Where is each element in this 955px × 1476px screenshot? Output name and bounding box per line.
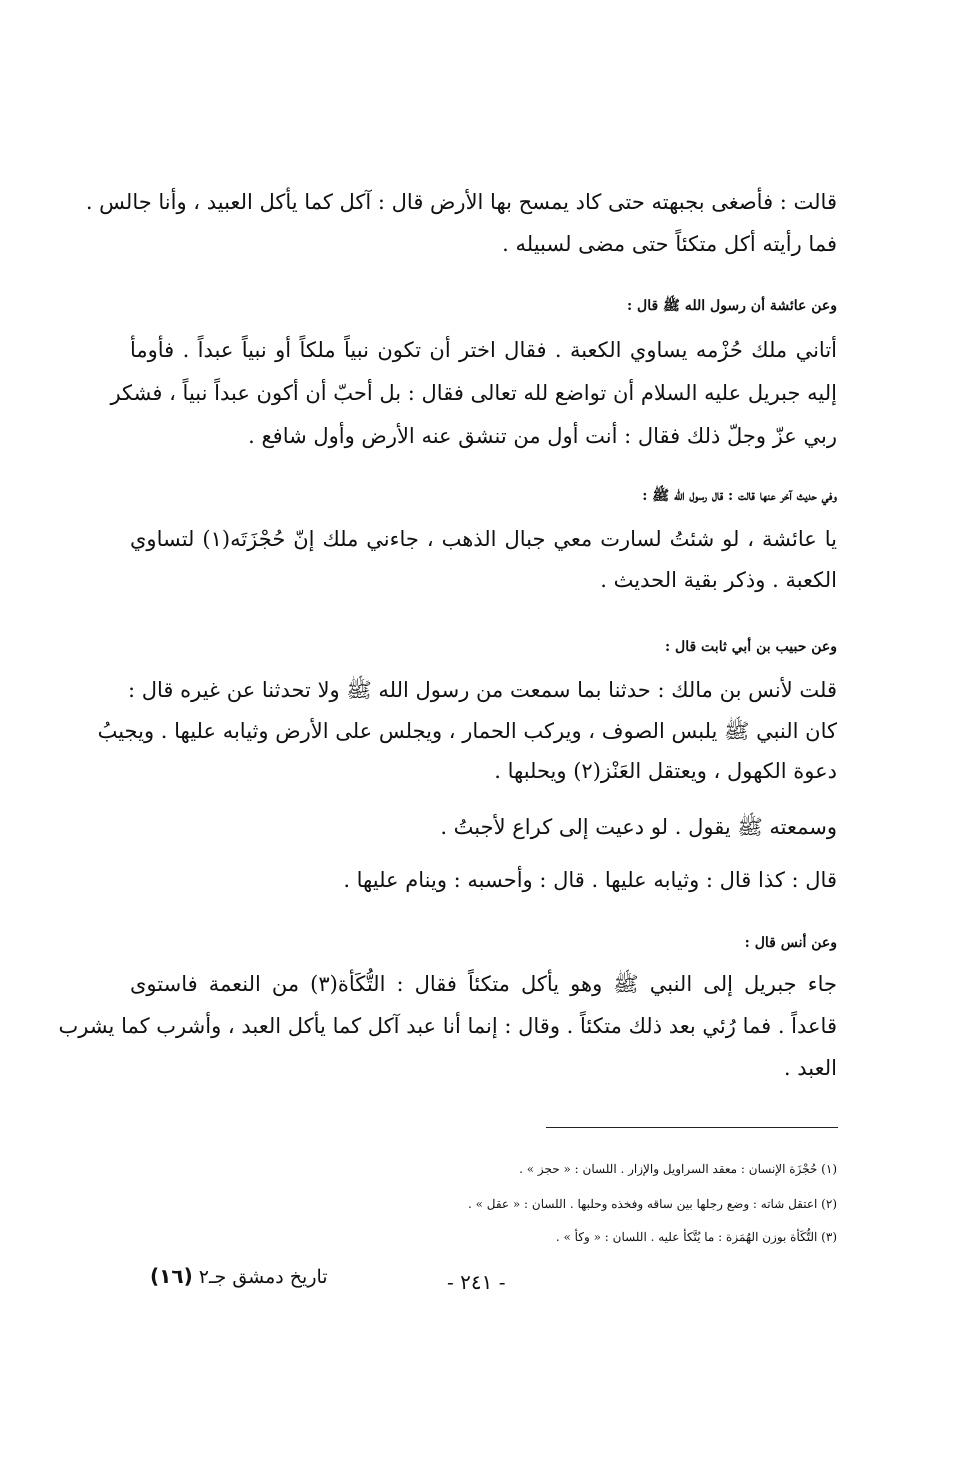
signature-mark: (١٦): [150, 1264, 193, 1288]
paragraph-line: إليه جبريل عليه السلام أن تواضع لله تعالى فقال : بل أحبّ أن أكون عبداً نبياً ، فشكر: [110, 381, 837, 405]
paragraph-line: دعوة الكهول ، ويعتقل العَنْز(٢) ويحلبها .: [494, 759, 837, 783]
paragraph-line: كان النبي ﷺ يلبس الصوف ، ويركب الحمار ، ويجلس على الأرض وثيابه عليها . ويجيبُ: [97, 719, 837, 743]
paragraph-line: جاء جبريل إلى النبي ﷺ وهو يأكل متكئاً فقال : التُّكَأة(٣) من النعمة فاستوى: [130, 972, 837, 996]
paragraph-line: قالت : فأصغى بجبهته حتى كاد يمسح بها الأرض قال : آكل كما يأكل العبيد ، وأنا جالس .: [85, 190, 837, 214]
page-number: - ٢٤١ -: [447, 1270, 506, 1294]
paragraph-line: قاعداً . فما رُئي بعد ذلك متكئاً . وقال : إنما أنا عبد آكل كما يأكل العبد ، وأشرب كما يشرب: [58, 1014, 837, 1038]
paragraph-line: الكعبة . وذكر بقية الحديث .: [600, 568, 837, 592]
section-heading: وعن عائشة أن رسول الله ﷺ قال :: [627, 298, 837, 314]
footnote: (٣) التُّكَأة بوزن الهُمَزة : ما يُتَّكأ عليه . اللسان : « وكأ » .: [555, 1230, 837, 1244]
paragraph-line: قال : كذا قال : وثيابه عليها . قال : وأحسبه : وينام عليها .: [343, 868, 837, 892]
paragraph-line: وسمعته ﷺ يقول . لو دعيت إلى كراع لأجبتُ .: [440, 815, 837, 839]
footer-book-title: [150, 1262, 328, 1291]
section-heading: وعن حبيب بن أبي ثابت قال :: [665, 639, 837, 655]
paragraph-line: العبد .: [783, 1056, 837, 1080]
book-title: تاريخ دمشق جـ٢: [198, 1266, 328, 1288]
paragraph-line: يا عائشة ، لو شئتُ لسارت معي جبال الذهب ، جاءني ملك إنّ حُجْزَتَه(١) لتساوي: [130, 527, 837, 551]
section-heading: وفي حديث آخر عنها قالت : قال رسول الله ﷺ :: [642, 488, 837, 504]
paragraph-line: فما رأيته أكل متكئاً حتى مضى لسبيله .: [502, 232, 837, 256]
footnote-separator: [546, 1127, 838, 1128]
paragraph-line: ربي عزّ وجلّ ذلك فقال : أنت أول من تنشق عنه الأرض وأول شافع .: [248, 424, 837, 448]
footnote: (٢) اعتقل شاته : وضع رجلها بين ساقه وفخذه وحلبها . اللسان : « عقل » .: [467, 1197, 837, 1211]
footnote: (١) حُجْزَة الإنسان : معقد السراويل والإزار . اللسان : « حجز » .: [519, 1162, 837, 1176]
paragraph-line: أتاني ملك حُزْمه يساوي الكعبة . فقال اختر أن تكون نبياً ملكاً أو نبياً عبداً . فأومأ: [130, 338, 837, 362]
paragraph-line: قلت لأنس بن مالك : حدثنا بما سمعت من رسول الله ﷺ ولا تحدثنا عن غيره قال :: [128, 678, 837, 702]
section-heading: وعن أنس قال :: [744, 935, 837, 951]
